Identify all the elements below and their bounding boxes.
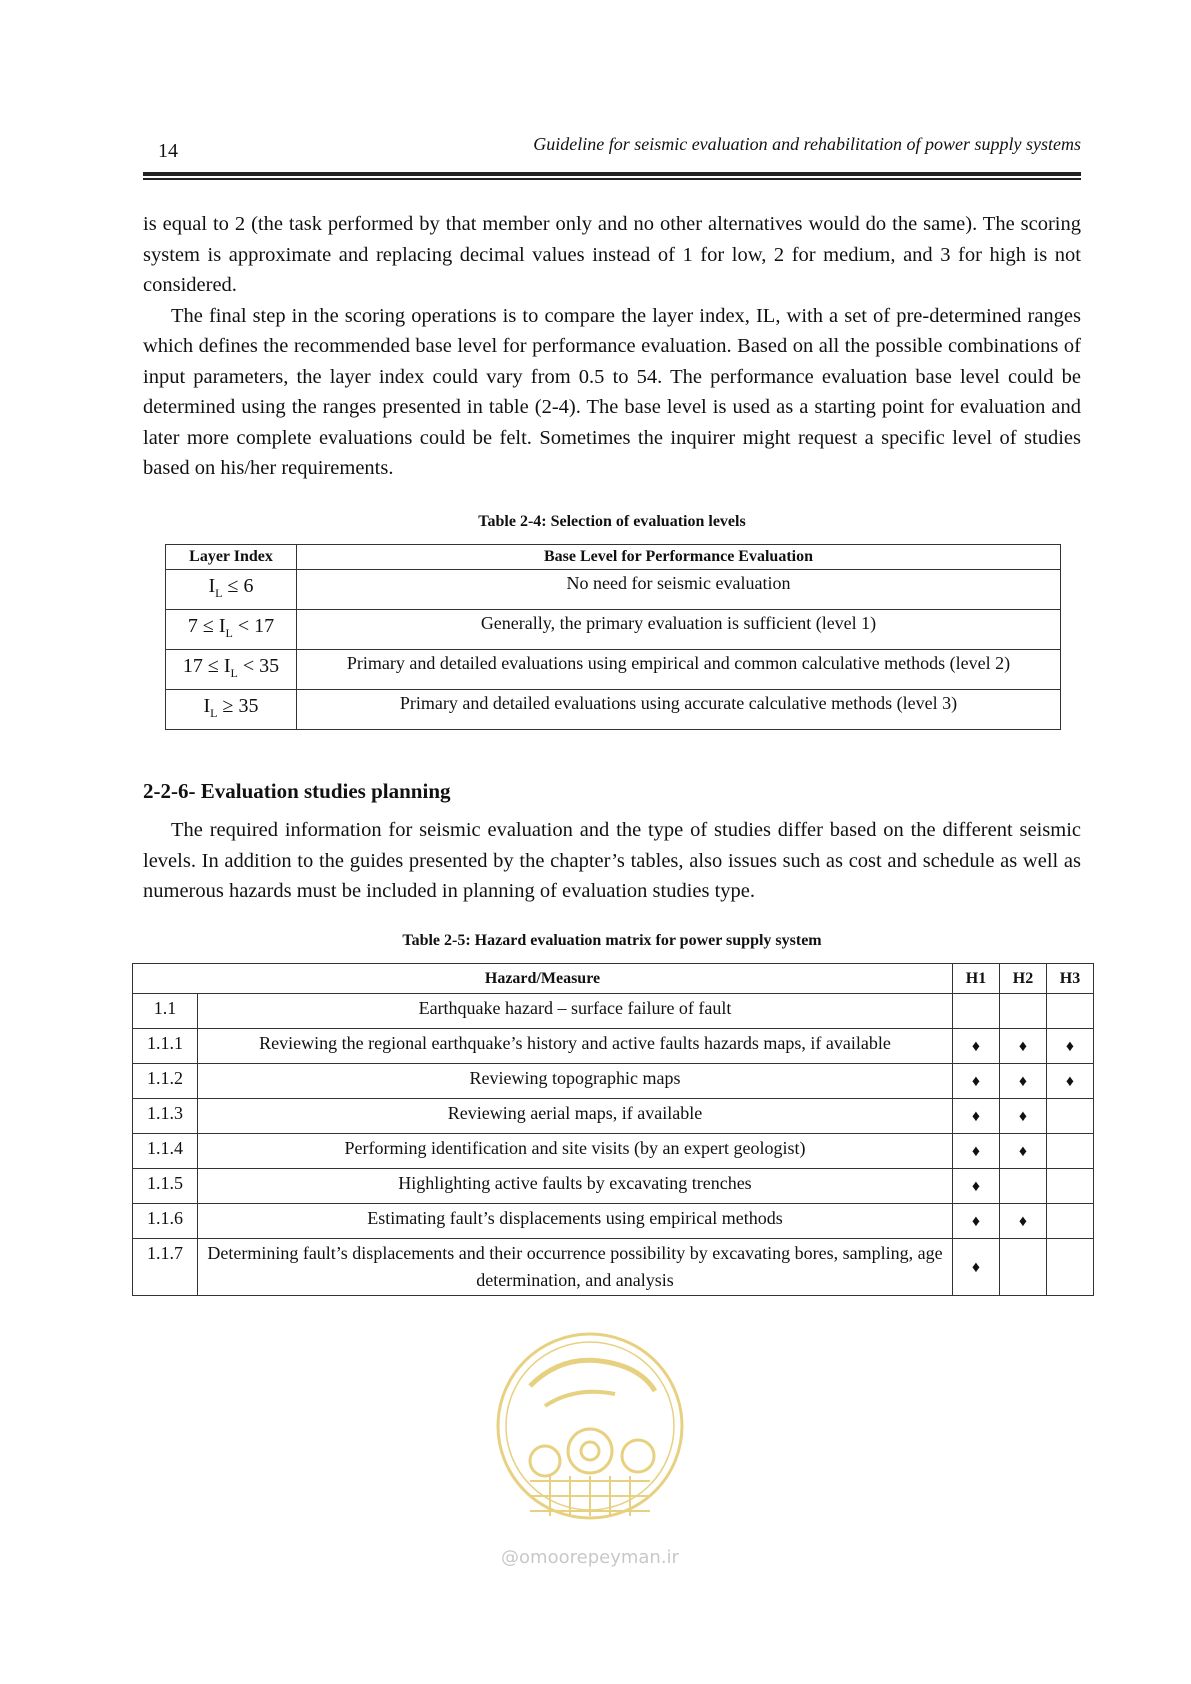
h2-mark-cell: ♦ [1000,1099,1047,1134]
h3-mark-cell [1047,1099,1094,1134]
measure-text-cell: Determining fault’s displacements and their occurrence possibility by excavating bores, sampling, age determination, and analysis [198,1239,953,1296]
item-number-cell: 1.1.5 [133,1169,198,1204]
h2-mark-cell: ♦ [1000,1204,1047,1239]
table-2-4-caption: Table 2-4: Selection of evaluation levels [478,513,746,530]
h3-mark-cell [1047,1134,1094,1169]
measure-text-cell: Highlighting active faults by excavating trenches [198,1169,953,1204]
section-body-text [143,815,1081,907]
h1-mark-cell: ♦ [953,1099,1000,1134]
paragraph-scoring: The final step in the scoring operations is to compare the layer index, IL, with a set of pre-determined ranges which defines the recommended base level for performance evaluation. Based on all the possible combinations of input parameters, the layer index could vary from 0.5 to 54. The performance evaluation base level could be determined using the ranges presented in table (2-4). The base level is used as a starting point for evaluation and later more complete evaluations could be felt. Sometimes the inquirer might request a specific level of studies based on his/her requirements. [143,304,1081,479]
h3-mark-cell [1047,1239,1094,1296]
watermark-url: @omoorepeyman.ir [501,1547,679,1568]
layer-index-suffix: ≥ 35 [217,695,259,717]
evaluation-levels-table [165,544,1061,730]
layer-index-suffix: < 35 [237,655,280,677]
table-row [166,690,1061,730]
item-number-cell: 1.1.2 [133,1064,198,1099]
h1-mark-cell: ♦ [953,1064,1000,1099]
h1-mark-cell: ♦ [953,1239,1000,1296]
base-level-cell: No need for seismic evaluation [297,570,1061,610]
h3-mark-cell: ♦ [1047,1029,1094,1064]
hazard-matrix-table [132,963,1094,1296]
layer-index-subscript: L [215,586,223,600]
item-number-cell: 1.1.1 [133,1029,198,1064]
base-level-cell: Generally, the primary evaluation is sufficient (level 1) [297,610,1061,650]
column-header-h3: H3 [1047,964,1094,994]
table-2-5-caption: Table 2-5: Hazard evaluation matrix for power supply system [402,932,822,949]
h3-mark-cell [1047,994,1094,1029]
header-rule-thick [143,172,1081,176]
item-number-cell: 1.1.3 [133,1099,198,1134]
h3-mark-cell [1047,1204,1094,1239]
layer-index-subscript: L [210,706,218,720]
layer-index-cell [166,690,297,730]
table-row [133,1064,1094,1099]
h2-mark-cell: ♦ [1000,1029,1047,1064]
table-header-row [133,964,1094,994]
h1-mark-cell: ♦ [953,1169,1000,1204]
measure-text-cell: Reviewing topographic maps [198,1064,953,1099]
h3-mark-cell [1047,1169,1094,1204]
table-row [133,1239,1094,1296]
item-number-cell: 1.1.6 [133,1204,198,1239]
paragraph-continuation: is equal to 2 (the task performed by that member only and no other alternatives would do the same). The scoring system is approximate and replacing decimal values instead of 1 for low, 2 for medium, and 3 for high is not considered. [143,213,1081,296]
page-number: 14 [158,140,178,162]
column-header-layer-index: Layer Index [166,545,297,570]
table-row [166,610,1061,650]
layer-index-suffix: ≤ 6 [222,575,254,597]
column-header-hazard-measure: Hazard/Measure [133,964,953,994]
h2-mark-cell [1000,994,1047,1029]
measure-text-cell: Performing identification and site visits (by an expert geologist) [198,1134,953,1169]
table-row [133,1029,1094,1064]
h2-mark-cell: ♦ [1000,1064,1047,1099]
table-row [133,1134,1094,1169]
table-row [166,650,1061,690]
watermark-logo [490,1316,690,1546]
layer-index-prefix: 7 ≤ I [187,615,226,637]
layer-index-cell [166,650,297,690]
column-header-h2: H2 [1000,964,1047,994]
running-header-title: Guideline for seismic evaluation and rehabilitation of power supply systems [533,134,1081,154]
header-rule-thin [143,178,1081,180]
column-header-base-level: Base Level for Performance Evaluation [297,545,1061,570]
table-row [133,1099,1094,1134]
h3-mark-cell: ♦ [1047,1064,1094,1099]
paragraph-planning: The required information for seismic evaluation and the type of studies differ based on the different seismic levels. In addition to the guides presented by the chapter’s tables, also issues such as cost and schedule as well as numerous hazards must be included in planning of evaluation studies type. [143,819,1081,902]
base-level-cell: Primary and detailed evaluations using empirical and common calculative methods (level 2) [297,650,1061,690]
body-text [143,209,1081,484]
h2-mark-cell [1000,1169,1047,1204]
measure-text-cell: Reviewing aerial maps, if available [198,1099,953,1134]
table-row [166,570,1061,610]
h1-mark-cell: ♦ [953,1029,1000,1064]
item-number-cell: 1.1.4 [133,1134,198,1169]
table-row [133,1204,1094,1239]
h2-mark-cell: ♦ [1000,1134,1047,1169]
layer-index-prefix: I [208,575,216,597]
layer-index-subscript: L [225,626,233,640]
h2-mark-cell [1000,1239,1047,1296]
h1-mark-cell [953,994,1000,1029]
item-number-cell: 1.1 [133,994,198,1029]
layer-index-prefix: 17 ≤ I [182,655,231,677]
layer-index-cell [166,570,297,610]
layer-index-subscript: L [230,666,238,680]
section-heading: 2-2-6- Evaluation studies planning [143,779,451,803]
measure-text-cell: Estimating fault’s displacements using empirical methods [198,1204,953,1239]
item-number-cell: 1.1.7 [133,1239,198,1296]
table-row [133,994,1094,1029]
base-level-cell: Primary and detailed evaluations using accurate calculative methods (level 3) [297,690,1061,730]
h1-mark-cell: ♦ [953,1204,1000,1239]
column-header-h1: H1 [953,964,1000,994]
measure-text-cell: Earthquake hazard – surface failure of fault [198,994,953,1029]
table-row [133,1169,1094,1204]
table-header-row [166,545,1061,570]
measure-text-cell: Reviewing the regional earthquake’s history and active faults hazards maps, if available [198,1029,953,1064]
layer-index-suffix: < 17 [232,615,275,637]
layer-index-cell [166,610,297,650]
h1-mark-cell: ♦ [953,1134,1000,1169]
layer-index-prefix: I [203,695,211,717]
